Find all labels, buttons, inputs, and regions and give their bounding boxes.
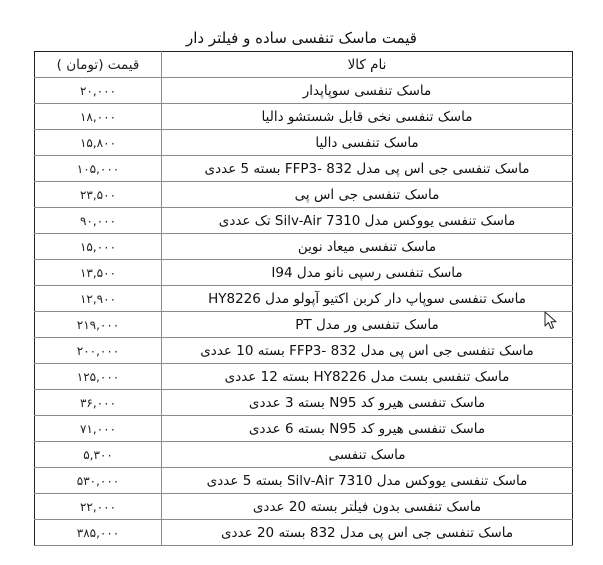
product-price: ۷۱,۰۰۰ [35, 416, 162, 442]
table-row [35, 338, 573, 364]
product-price: ۱۵,۰۰۰ [35, 234, 162, 260]
product-name: ماسک تنفسی ور مدل PT [162, 312, 573, 338]
product-price: ۱۵,۸۰۰ [35, 130, 162, 156]
product-price: ۲۱۹,۰۰۰ [35, 312, 162, 338]
product-price: ۲۲,۰۰۰ [35, 494, 162, 520]
table-row [35, 234, 573, 260]
product-name: ماسک تنفسی بست مدل HY8226 بسته 12 عددی [162, 364, 573, 390]
table-row [35, 208, 573, 234]
product-name: ماسک تنفسی یووکس مدل Silv-Air 7310 تک عددی [162, 208, 573, 234]
product-price: ۲۰۰,۰۰۰ [35, 338, 162, 364]
product-price: ۹۰,۰۰۰ [35, 208, 162, 234]
product-price: ۵۳۰,۰۰۰ [35, 468, 162, 494]
table-header-row [35, 52, 573, 78]
product-price: ۳۶,۰۰۰ [35, 390, 162, 416]
product-price: ۲۰,۰۰۰ [35, 78, 162, 104]
product-name: ماسک تنفسی میعاد نوین [162, 234, 573, 260]
product-name: ماسک تنفسی جی اس پی مدل 832 بسته 20 عددی [162, 520, 573, 546]
product-name: ماسک تنفسی سوپاپ دار کربن اکتیو آپولو مدل HY8226 [162, 286, 573, 312]
product-name: ماسک تنفسی بدون فیلتر بسته 20 عددی [162, 494, 573, 520]
product-price: ۱۲,۹۰۰ [35, 286, 162, 312]
table-row [35, 494, 573, 520]
table-row [35, 468, 573, 494]
page-title: قیمت ماسک تنفسی ساده و فیلتر دار [186, 29, 417, 47]
table-row [35, 416, 573, 442]
product-name: ماسک تنفسی جی اس پی [162, 182, 573, 208]
product-name: ماسک تنفسی هیرو کد N95 بسته 3 عددی [162, 390, 573, 416]
header-product-name: نام کالا [162, 52, 573, 78]
table-row [35, 442, 573, 468]
product-name: ماسک تنفسی [162, 442, 573, 468]
table-row [35, 104, 573, 130]
product-name: ماسک تنفسی رسپی نانو مدل I94 [162, 260, 573, 286]
product-name: ماسک تنفسی نخی قابل شستشو دالیا [162, 104, 573, 130]
table-row [35, 312, 573, 338]
product-price: ۳۸۵,۰۰۰ [35, 520, 162, 546]
price-table [34, 51, 573, 546]
table-row [35, 260, 573, 286]
table-row [35, 78, 573, 104]
table-row [35, 286, 573, 312]
mouse-pointer-icon [544, 311, 558, 331]
table-body [35, 78, 573, 546]
table-row [35, 156, 573, 182]
product-name: ماسک تنفسی هیرو کد N95 بسته 6 عددی [162, 416, 573, 442]
product-price: ۱۳,۵۰۰ [35, 260, 162, 286]
product-price: ۲۳,۵۰۰ [35, 182, 162, 208]
table-row [35, 182, 573, 208]
product-price: ۱۲۵,۰۰۰ [35, 364, 162, 390]
product-name: ماسک تنفسی سوپاپدار [162, 78, 573, 104]
product-price: ۱۰۵,۰۰۰ [35, 156, 162, 182]
product-name: ماسک تنفسی یووکس مدل Silv-Air 7310 بسته 5 عددی [162, 468, 573, 494]
product-name: ماسک تنفسی جی اس پی مدل 832 -FFP3 بسته 10 عددی [162, 338, 573, 364]
product-price: ۵,۳۰۰ [35, 442, 162, 468]
table-row [35, 520, 573, 546]
table-row [35, 130, 573, 156]
table-row [35, 364, 573, 390]
product-price: ۱۸,۰۰۰ [35, 104, 162, 130]
product-name: ماسک تنفسی جی اس پی مدل 832 -FFP3 بسته 5 عددی [162, 156, 573, 182]
header-price: قیمت (تومان ) [35, 52, 162, 78]
product-name: ماسک تنفسی دالیا [162, 130, 573, 156]
table-row [35, 390, 573, 416]
